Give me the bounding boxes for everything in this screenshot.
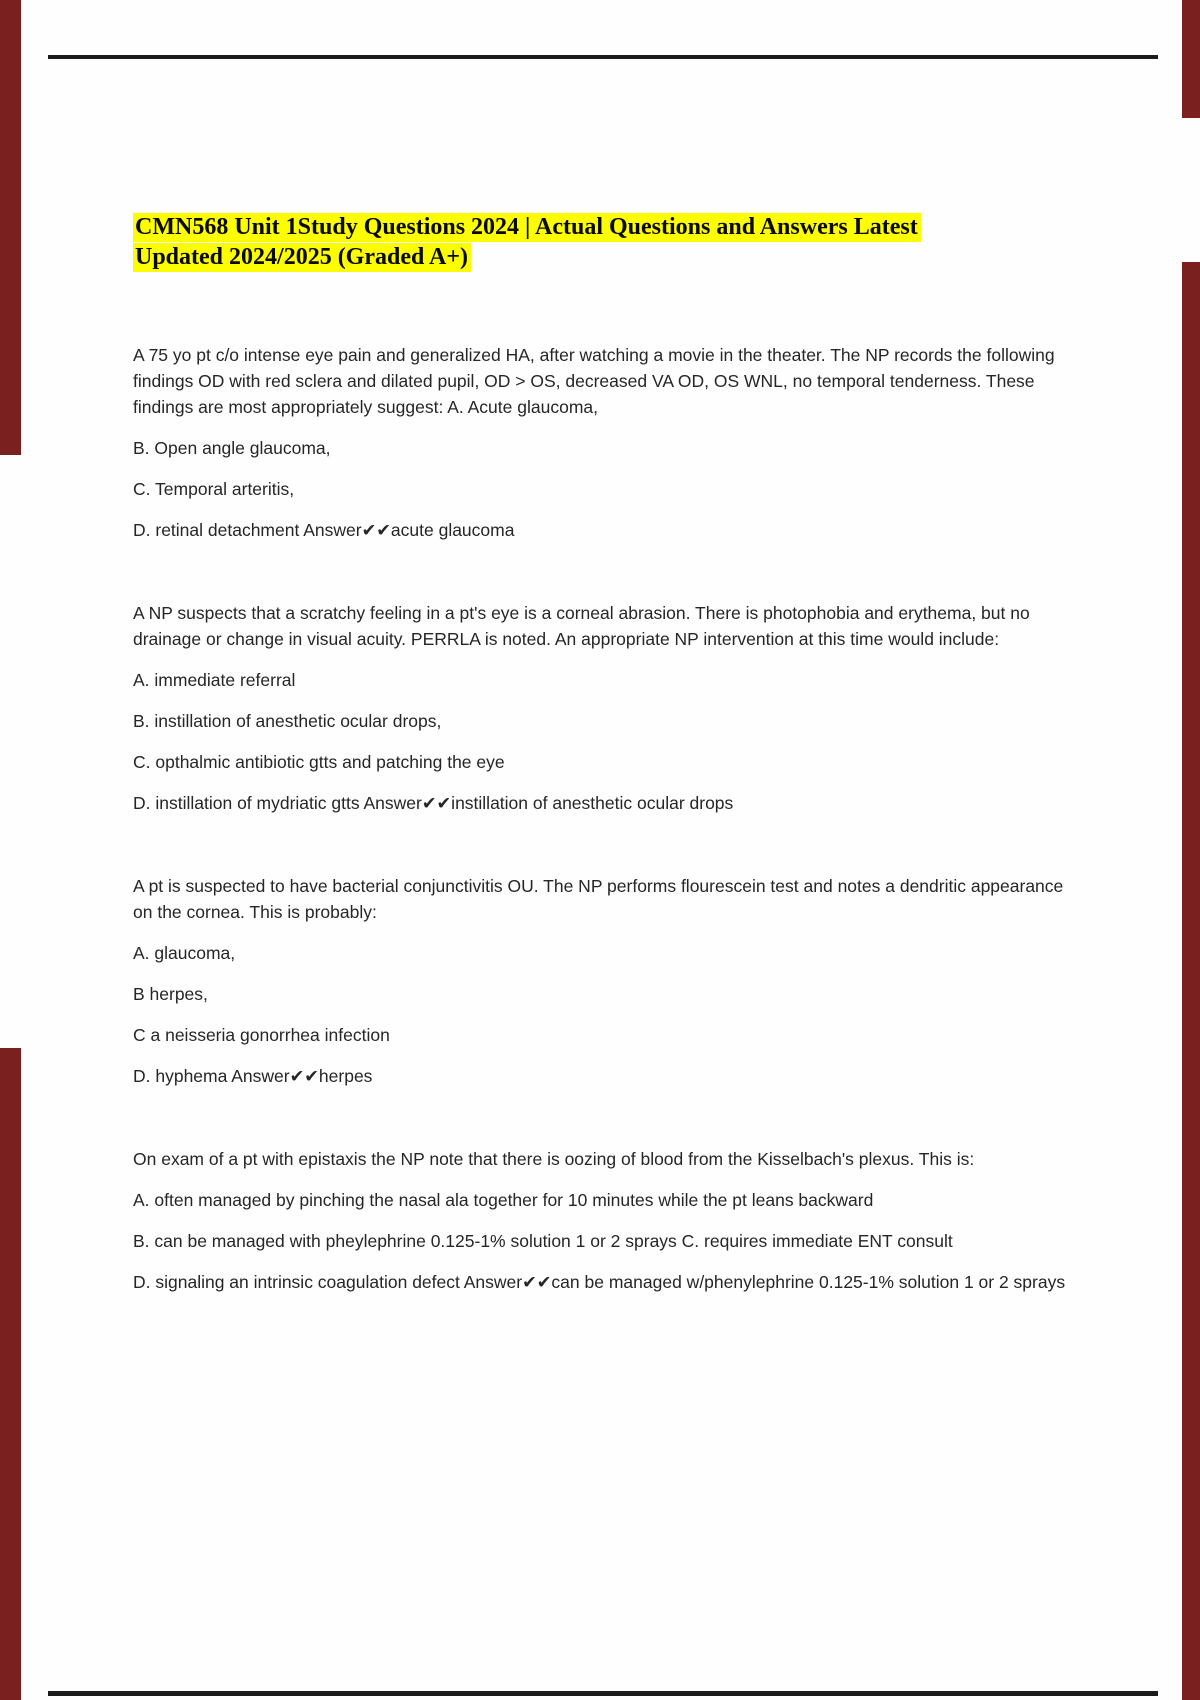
question-stem: A pt is suspected to have bacterial conjunctivitis OU. The NP performs flourescein test and notes a dendritic appearance on the cornea. This is probably: (133, 876, 1064, 922)
answer-option: C. opthalmic antibiotic gtts and patching the eye (133, 752, 505, 772)
right-edge-bar-bottom (1182, 262, 1200, 1700)
question-block-1 (133, 342, 1080, 543)
answer-option: C a neisseria gonorrhea infection (133, 1025, 390, 1045)
answer-option: D. retinal detachment Answer✔✔acute glaucoma (133, 520, 515, 540)
answer-option: B. can be managed with pheylephrine 0.125-1% solution 1 or 2 sprays C. requires immediate ENT consult (133, 1231, 953, 1251)
right-edge-bar-top (1182, 0, 1200, 118)
top-rule (48, 55, 1158, 59)
question-stem: A NP suspects that a scratchy feeling in a pt's eye is a corneal abrasion. There is photophobia and erythema, but no drainage or change in visual acuity. PERRLA is noted. An appropriate NP intervention at this time would include: (133, 603, 1030, 649)
answer-option: D. signaling an intrinsic coagulation defect Answer✔✔can be managed w/phenylephrine 0.125-1% solution 1 or 2 sprays (133, 1272, 1066, 1292)
question-block-2 (133, 600, 1080, 816)
question-block-3 (133, 873, 1080, 1089)
answer-option: D. instillation of mydriatic gtts Answer✔✔instillation of anesthetic ocular drops (133, 793, 734, 813)
question-stem: A 75 yo pt c/o intense eye pain and generalized HA, after watching a movie in the theater. The NP records the following findings OD with red sclera and dilated pupil, OD > OS, decreased VA OD, OS WNL, no temporal tenderness. These findings are most appropriately suggest: A. Acute glaucoma, (133, 345, 1055, 417)
questions-list (133, 342, 1080, 1295)
answer-option: C. Temporal arteritis, (133, 479, 295, 499)
answer-option: B. instillation of anesthetic ocular drops, (133, 711, 442, 731)
answer-option: A. glaucoma, (133, 943, 236, 963)
answer-option: B herpes, (133, 984, 208, 1004)
page-title-line-2: Updated 2024/2025 (Graded A+) (133, 243, 471, 272)
left-edge-bar-top (0, 0, 21, 455)
question-block-4 (133, 1146, 1080, 1295)
answer-option: A. immediate referral (133, 670, 296, 690)
answer-option: A. often managed by pinching the nasal ala together for 10 minutes while the pt leans backward (133, 1190, 874, 1210)
bottom-rule (48, 1691, 1158, 1696)
question-stem: On exam of a pt with epistaxis the NP note that there is oozing of blood from the Kisselbach's plexus. This is: (133, 1149, 975, 1169)
page-title (133, 212, 1093, 272)
answer-option: B. Open angle glaucoma, (133, 438, 331, 458)
left-edge-bar-bottom (0, 1048, 21, 1700)
answer-option: D. hyphema Answer✔✔herpes (133, 1066, 373, 1086)
page-title-line-1: CMN568 Unit 1Study Questions 2024 | Actual Questions and Answers Latest (133, 213, 921, 242)
